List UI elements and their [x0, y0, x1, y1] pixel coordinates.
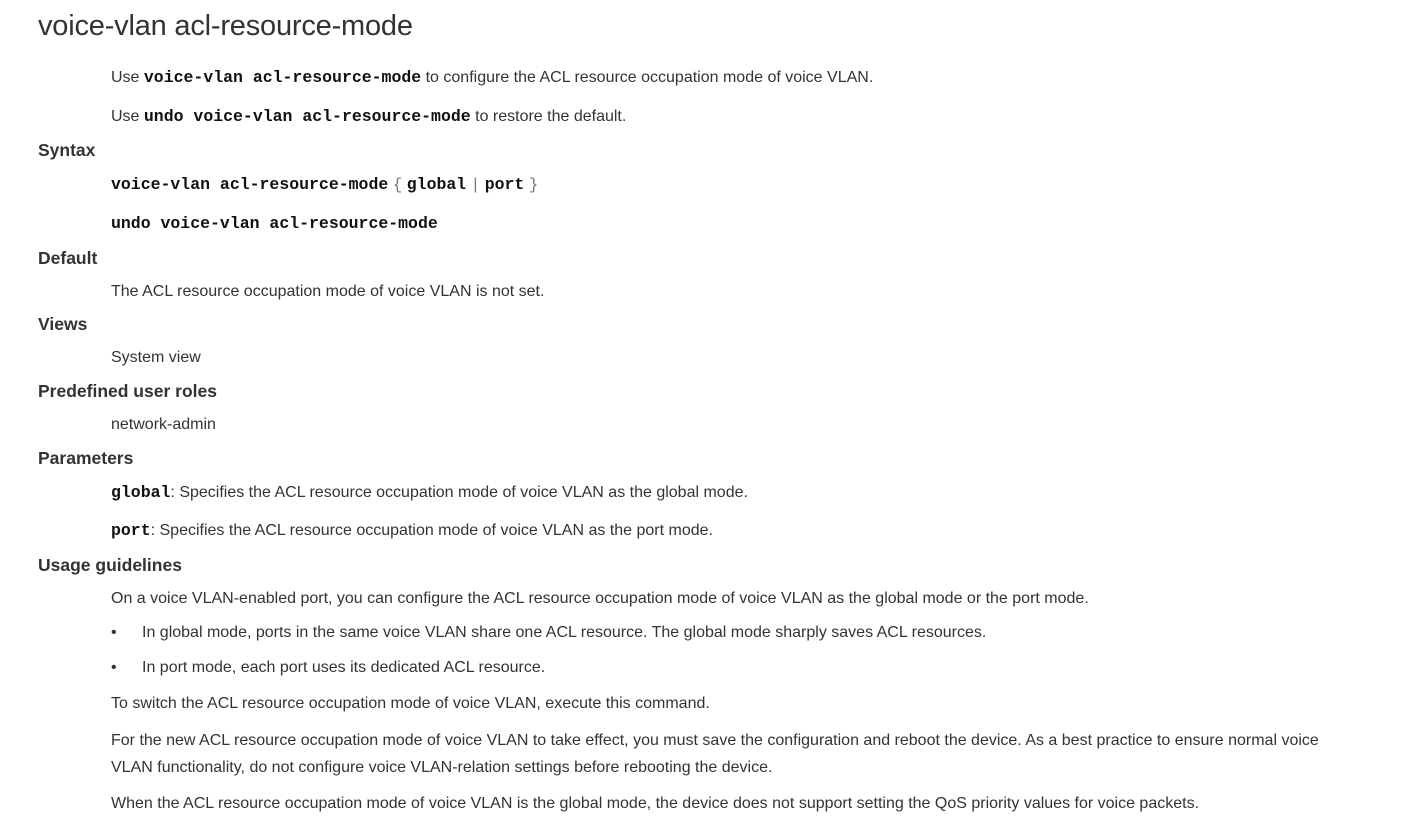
- option-port: port: [484, 175, 525, 194]
- bullet-icon: •: [111, 624, 117, 641]
- command-keyword: voice-vlan acl-resource-mode: [143, 68, 422, 87]
- usage-paragraph: For the new ACL resource occupation mode of voice VLAN to take effect, you must save the configuration and reboot the device. As a best practice to ensure normal voice VLAN functionality, do not configure voice VLAN-relation settings before rebooting the device.: [111, 732, 1319, 776]
- brace-close: }: [528, 176, 539, 194]
- bullet-text: In global mode, ports in the same voice VLAN share one ACL resource. The global mode sharply saves ACL resources.: [142, 624, 987, 641]
- usage-bullet-item: [111, 654, 545, 681]
- default-text: The ACL resource occupation mode of voice VLAN is not set.: [111, 283, 545, 300]
- syntax-line: [111, 171, 538, 199]
- usage-paragraph: To switch the ACL resource occupation mode of voice VLAN, execute this command.: [111, 695, 710, 712]
- intro-text: Use: [111, 108, 144, 125]
- bullet-text: In port mode, each port uses its dedicated ACL resource.: [142, 659, 546, 676]
- usage-bullet-item: [111, 619, 986, 646]
- section-heading-user-roles: Predefined user roles: [38, 381, 217, 401]
- option-separator: |: [470, 176, 481, 194]
- intro-text: to restore the default.: [470, 108, 627, 125]
- section-heading-default: Default: [38, 248, 98, 268]
- usage-paragraph: When the ACL resource occupation mode of voice VLAN is the global mode, the device does not support setting the QoS priority values for voice packets.: [111, 795, 1200, 812]
- section-heading-views: Views: [38, 314, 88, 334]
- parameter-name: global: [111, 483, 171, 502]
- bullet-icon: •: [111, 659, 117, 676]
- command-keyword: undo voice-vlan acl-resource-mode: [143, 107, 471, 126]
- parameter-description: : Specifies the ACL resource occupation mode of voice VLAN as the port mode.: [150, 522, 713, 539]
- usage-paragraph: On a voice VLAN-enabled port, you can configure the ACL resource occupation mode of voice VLAN as the global mode or the port mode.: [111, 590, 1089, 607]
- parameter-name: port: [111, 521, 151, 540]
- parameter-description: : Specifies the ACL resource occupation mode of voice VLAN as the global mode.: [170, 484, 748, 501]
- views-text: System view: [111, 349, 201, 366]
- intro-text: to configure the ACL resource occupation mode of voice VLAN.: [421, 69, 874, 86]
- section-heading-parameters: Parameters: [38, 448, 134, 468]
- parameter-item-port: [111, 517, 713, 544]
- brace-open: {: [392, 176, 403, 194]
- command-keyword: voice-vlan acl-resource-mode: [111, 175, 389, 194]
- section-heading-usage-guidelines: Usage guidelines: [38, 555, 182, 575]
- option-global: global: [406, 175, 467, 194]
- intro-paragraph-undo: [111, 103, 626, 130]
- page-title: voice-vlan acl-resource-mode: [38, 10, 413, 42]
- intro-paragraph-configure: [111, 64, 873, 91]
- user-roles-text: network-admin: [111, 416, 216, 433]
- command-keyword: undo voice-vlan acl-resource-mode: [111, 214, 438, 233]
- intro-text: Use: [111, 69, 144, 86]
- section-heading-syntax: Syntax: [38, 140, 96, 160]
- parameter-item-global: [111, 479, 748, 506]
- syntax-line-undo: [111, 210, 438, 237]
